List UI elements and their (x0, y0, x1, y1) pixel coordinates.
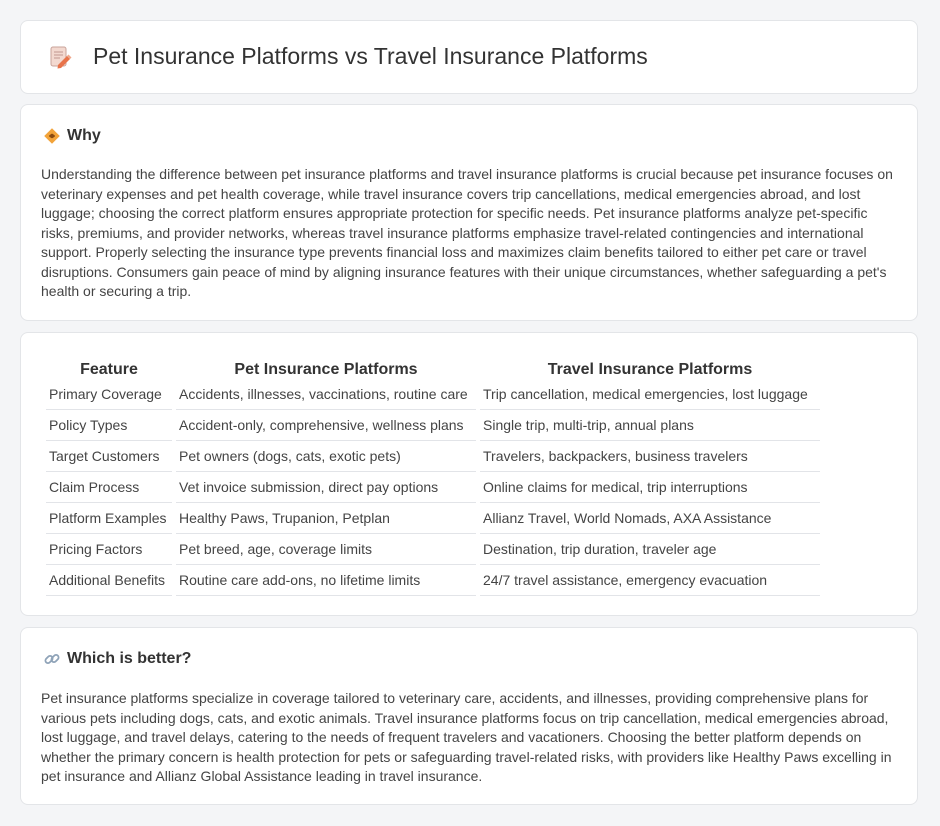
table-cell: Travelers, backpackers, business travelers (480, 441, 820, 472)
table-row (46, 534, 820, 565)
table-cell: Vet invoice submission, direct pay options (176, 472, 476, 503)
table-cell: Target Customers (46, 441, 172, 472)
comparison-table-card (20, 332, 918, 616)
table-cell: Primary Coverage (46, 379, 172, 410)
table-cell: Destination, trip duration, traveler age (480, 534, 820, 565)
table-cell: Pet breed, age, coverage limits (176, 534, 476, 565)
which-is-better-card (20, 627, 918, 805)
better-heading: Which is better? (67, 650, 192, 667)
table-row (46, 472, 820, 503)
why-card (20, 104, 918, 321)
table-cell: 24/7 travel assistance, emergency evacuation (480, 565, 820, 596)
table-cell: Pricing Factors (46, 534, 172, 565)
title-card (20, 20, 918, 94)
why-heading-row (43, 127, 101, 145)
comparison-table (42, 353, 824, 596)
document-pencil-icon (47, 44, 73, 70)
column-header-travel: Travel Insurance Platforms (547, 361, 753, 378)
table-cell: Routine care add-ons, no lifetime limits (176, 565, 476, 596)
table-cell: Accident-only, comprehensive, wellness plans (176, 410, 476, 441)
table-header-row (46, 353, 820, 379)
column-header-pet: Pet Insurance Platforms (234, 361, 418, 378)
table-row (46, 565, 820, 596)
table-row (46, 503, 820, 534)
table-cell: Single trip, multi-trip, annual plans (480, 410, 820, 441)
table-cell: Platform Examples (46, 503, 172, 534)
table-row (46, 379, 820, 410)
table-row (46, 441, 820, 472)
table-cell: Trip cancellation, medical emergencies, lost luggage (480, 379, 820, 410)
better-heading-row (43, 650, 191, 668)
diamond-road-sign-icon (43, 127, 61, 145)
table-cell: Pet owners (dogs, cats, exotic pets) (176, 441, 476, 472)
table-cell: Online claims for medical, trip interruptions (480, 472, 820, 503)
table-cell: Accidents, illnesses, vaccinations, routine care (176, 379, 476, 410)
table-cell: Policy Types (46, 410, 172, 441)
table-cell: Allianz Travel, World Nomads, AXA Assistance (480, 503, 820, 534)
title-wrap (47, 43, 648, 70)
table-cell: Healthy Paws, Trupanion, Petplan (176, 503, 476, 534)
why-text: Understanding the difference between pet insurance platforms and travel insurance platforms is crucial because pet insurance focuses on veterinary expenses and pet health coverage, while travel insurance covers trip cancellations, medical emergencies abroad, and lost luggage; choosing the correct platform ensures appropriate protection for specific needs. Pet insurance platforms analyze pet-specific risks, premiums, and provider networks, whereas travel insurance platforms emphasize travel-related contingencies and international support. Properly selecting the insurance type prevents financial loss and maximizes claim benefits tailored to either pet care or travel disruptions. Consumers gain peace of mind by aligning insurance features with their unique circumstances, whether safeguarding a pet's health or securing a trip. (41, 166, 893, 299)
column-header-feature: Feature (80, 361, 138, 378)
table-cell: Claim Process (46, 472, 172, 503)
better-text: Pet insurance platforms specialize in coverage tailored to veterinary care, accidents, and illnesses, providing comprehensive plans for various pets including dogs, cats, and exotic animals. Travel insurance platforms focus on trip cancellation, medical emergencies abroad, lost luggage, and travel delays, catering to the needs of frequent travelers and vacationers. Choosing the better platform depends on whether the primary concern is health protection for pets or safeguarding travel-related risks, with providers like Healthy Paws excelling in pet insurance and Allianz Global Assistance leading in travel insurance. (41, 690, 892, 784)
table-cell: Additional Benefits (46, 565, 172, 596)
why-heading: Why (67, 127, 101, 144)
link-icon (43, 650, 61, 668)
table-row (46, 410, 820, 441)
page-title: Pet Insurance Platforms vs Travel Insurance Platforms (93, 43, 648, 69)
